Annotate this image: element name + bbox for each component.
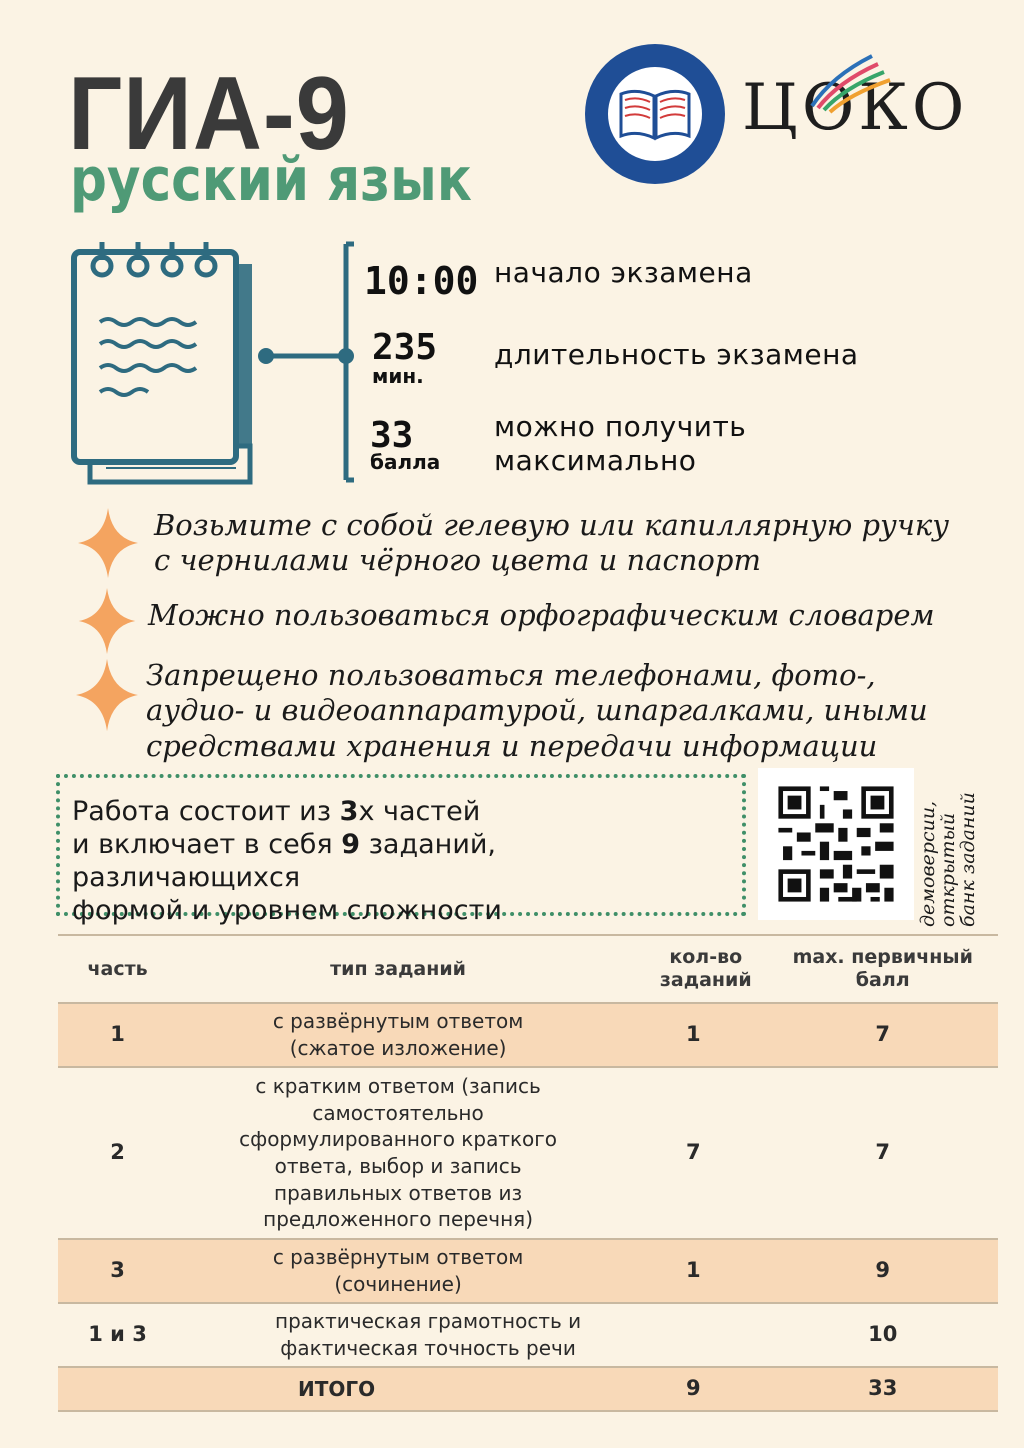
tsoko-logo-text: ЦОКО bbox=[742, 71, 969, 145]
table-row: 1 и 3 практическая грамотность и фактическая точность речи 10 bbox=[58, 1303, 998, 1367]
book-icon bbox=[615, 84, 695, 144]
col-count: кол-во заданий bbox=[619, 935, 767, 1003]
rule-1: Возьмите с собой гелевую или капиллярную ручку с чернилами чёрного цвета и паспорт bbox=[154, 508, 950, 578]
fact-duration-value: 235 bbox=[372, 327, 438, 368]
table-total-row: ИТОГО 9 33 bbox=[58, 1367, 998, 1411]
tsoko-logo bbox=[742, 70, 982, 160]
rule-3: Запрещено пользоваться телефонами, фото-, аудио- и видеоаппаратурой, шпаргалками, иными средствами хранения и передачи информации bbox=[146, 658, 928, 763]
table-row: 3 с развёрнутым ответом (сочинение) 1 9 bbox=[58, 1239, 998, 1303]
fact-start-label: начало экзамена bbox=[494, 256, 753, 289]
table-row: 2 с кратким ответом (запись самостоятельно сформулированного краткого ответа, выбор и запись правильных ответов из предложенного перечня) 7 7 bbox=[58, 1067, 998, 1239]
svg-text:открытый: открытый bbox=[937, 812, 959, 927]
ministry-logo bbox=[585, 44, 725, 184]
qr-code-image bbox=[758, 768, 914, 920]
table-row: 1 с развёрнутым ответом (сжатое изложение) 1 7 bbox=[58, 1003, 998, 1067]
facts-connector bbox=[256, 240, 356, 484]
fact-start-value: 10:00 bbox=[364, 259, 479, 303]
rule-2: Можно пользоваться орфографическим словарем bbox=[148, 598, 935, 632]
qr-code[interactable] bbox=[758, 768, 914, 920]
notebook-icon bbox=[66, 236, 266, 488]
col-part: часть bbox=[58, 935, 177, 1003]
ministry-logo-center bbox=[608, 67, 702, 161]
fact-score-label: можно получить максимально bbox=[494, 410, 747, 477]
svg-text:демоверсии,: демоверсии, bbox=[917, 800, 939, 927]
fact-duration-unit: мин. bbox=[372, 364, 424, 388]
fact-score-value: 33 bbox=[370, 415, 414, 456]
page-subtitle: русский язык bbox=[70, 145, 472, 215]
fact-score-unit: балла bbox=[370, 450, 441, 474]
tasks-table bbox=[58, 934, 998, 1412]
star-icon bbox=[78, 508, 138, 578]
exam-structure-box: Работа состоит из 3х частей и включает в себя 9 заданий, различающихся формой и уровнем сложности bbox=[56, 774, 746, 916]
page-title: ГИА-9 bbox=[68, 56, 350, 172]
star-icon bbox=[76, 658, 138, 732]
qr-caption bbox=[915, 770, 995, 928]
tsoko-swoosh-icon bbox=[802, 36, 942, 116]
col-type: тип заданий bbox=[177, 935, 619, 1003]
star-icon bbox=[78, 588, 136, 654]
col-max: max. первичный балл bbox=[767, 935, 998, 1003]
ministry-logo-ring bbox=[585, 44, 725, 184]
fact-duration-label: длительность экзамена bbox=[494, 338, 859, 371]
svg-text:банк заданий: банк заданий bbox=[957, 792, 979, 927]
table-header-row bbox=[58, 935, 998, 1003]
